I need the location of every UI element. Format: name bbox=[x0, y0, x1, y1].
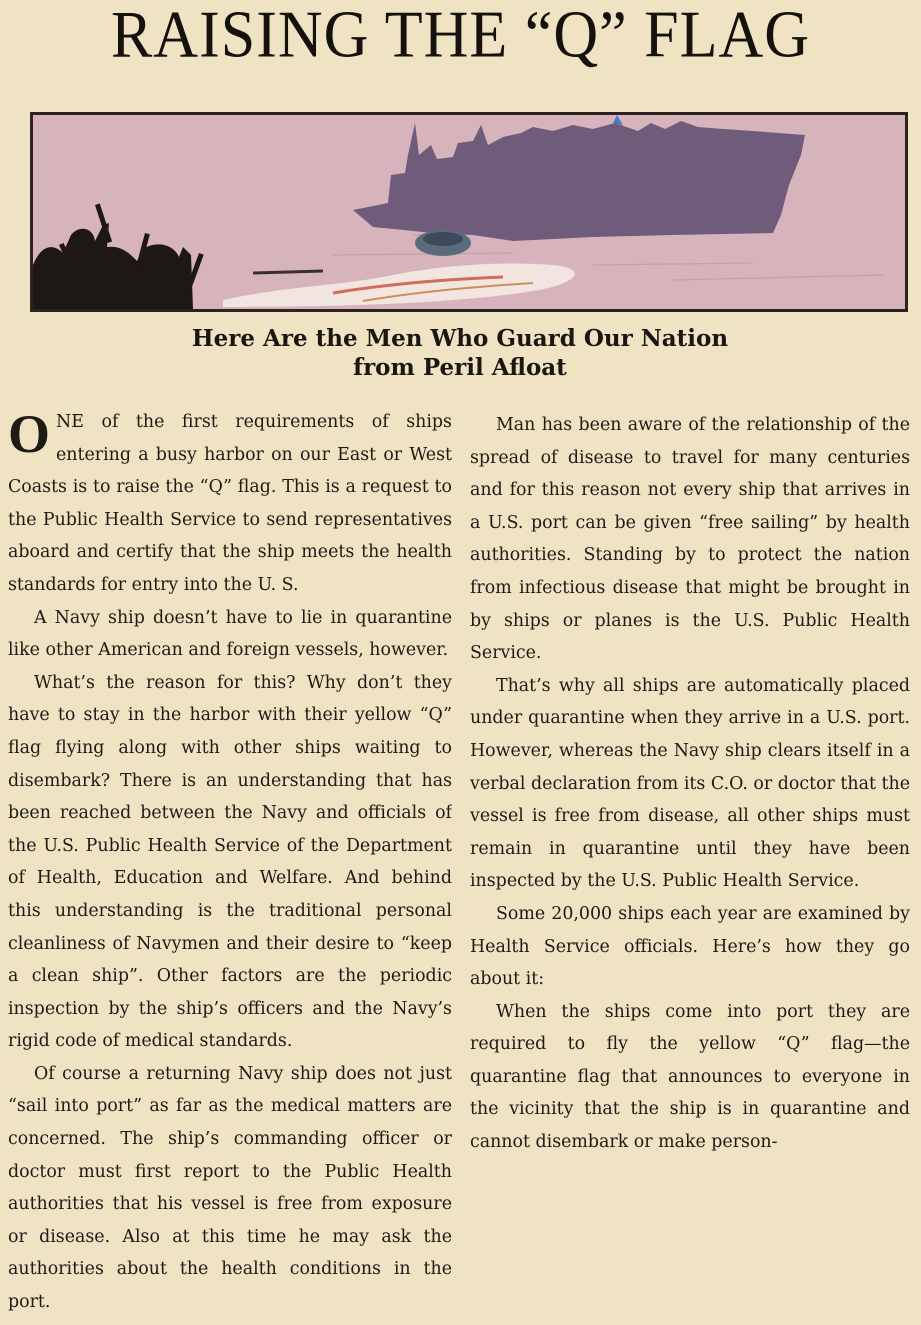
article-column-left bbox=[8, 406, 452, 1321]
paragraph-3: What’s the reason for this? Why don’t they have to stay in the harbor with their yellow “Q” flag flying along with other ships waiting to disembark? There is an understanding that has been reached between the Navy and officials of the U.S. Public Health Service of the Department of Health, Education and Welfare. And behind this understanding is the traditional personal cleanliness of Navymen and their desire to “keep a clean ship”. Other factors are the periodic inspection by the ship’s officers and the Navy’s rigid code of medical standards. bbox=[8, 672, 452, 1052]
harbor-scene-image bbox=[33, 115, 905, 309]
article-column-right bbox=[470, 409, 910, 1324]
paragraph-2: A Navy ship doesn’t have to lie in quarantine like other American and foreign vessels, however. bbox=[8, 607, 452, 661]
paragraph-6: That’s why all ships are automatically placed under quarantine when they arrive in a U.S. port. However, whereas the Navy ship clears itself in a verbal declaration from its C.O. or doctor that the vessel is free from disease, all other ships must remain in quarantine until they have been inspected by the U.S. Public Health Service. bbox=[470, 675, 910, 892]
paragraph-1-text: of the first requirements of ships entering a busy harbor on our East or West Coasts is to raise the “Q” flag. This is a request to the Public Health Service to send representatives aboard and certify that the ship meets the health standards for entry into the U. S. bbox=[8, 412, 452, 595]
article-title: RAISING THE “Q” FLAG bbox=[110, 0, 811, 72]
ship-illustration bbox=[30, 112, 908, 312]
paragraph-4: Of course a returning Navy ship does not just “sail into port” as far as the medical matters are concerned. The ship’s commanding officer or doctor must first report to the Public Health authorities that his vessel is free from exposure or disease. Also at this time he may ask the authorities about the health conditions in the port. bbox=[8, 1063, 452, 1313]
subtitle-line-2: from Peril Afloat bbox=[353, 354, 567, 381]
paragraph-8: When the ships come into port they are required to fly the yellow “Q” flag—the quarantine flag that announces to everyone in the vicinity that the ship is in quarantine and cannot disembark or make person- bbox=[470, 1001, 910, 1153]
article-subtitle bbox=[90, 324, 830, 382]
paragraph-1 bbox=[8, 406, 452, 602]
subtitle-line-1: Here Are the Men Who Guard Our Nation bbox=[191, 325, 729, 352]
drop-cap: O bbox=[8, 406, 51, 464]
first-word-rest: NE bbox=[56, 412, 84, 432]
paragraph-7: Some 20,000 ships each year are examined by Health Service officials. Here’s how they go about it: bbox=[470, 903, 910, 990]
paragraph-5: Man has been aware of the relationship of the spread of disease to travel for many centuries and for this reason not every ship that arrives in a U.S. port can be given “free sailing” by health authorities. Standing by to protect the nation from infectious disease that might be brought in by ships or planes is the U.S. Public Health Service. bbox=[470, 415, 910, 664]
